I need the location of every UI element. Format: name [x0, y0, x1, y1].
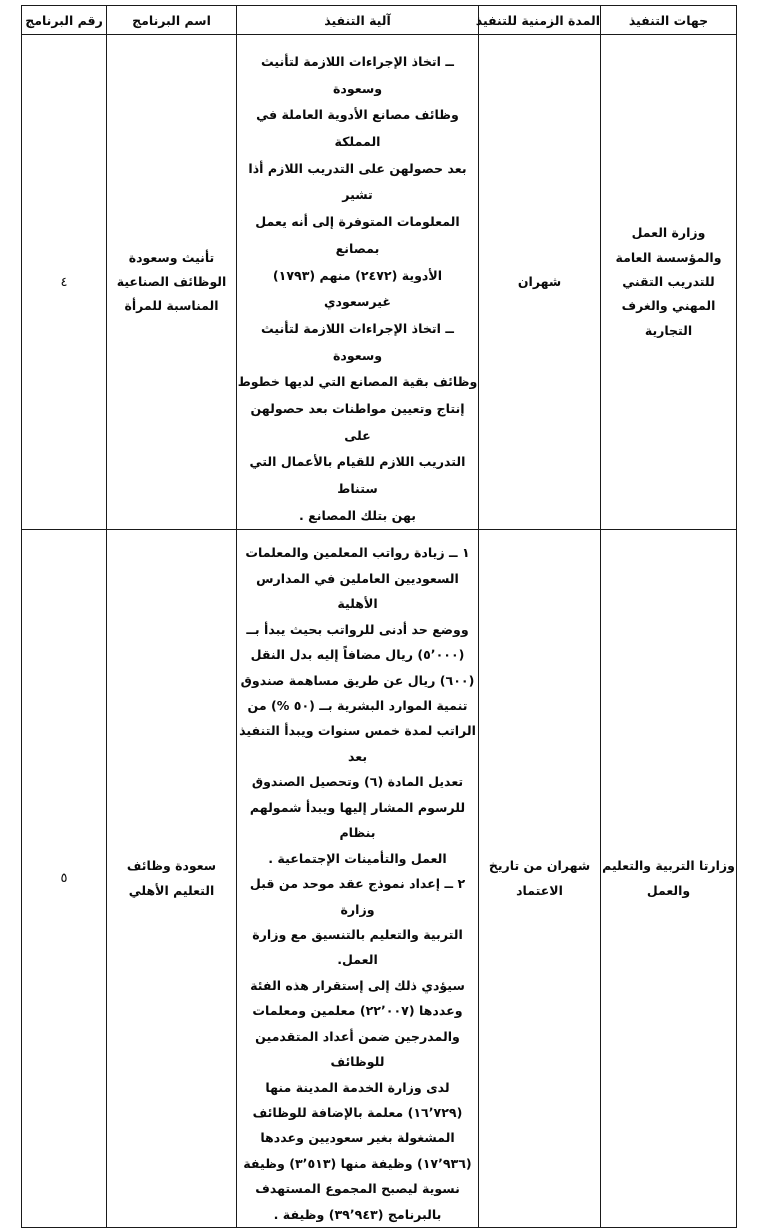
- mechanism-line: وظائف بقية المصانع التي لديها خطوط: [237, 374, 478, 390]
- cell-mechanism: [237, 530, 479, 1228]
- cell-duration: شهران: [479, 35, 601, 530]
- column-header-name: اسم البرنامج: [107, 6, 237, 35]
- cell-mechanism: [237, 35, 479, 530]
- column-header-number: رقم البرنامج: [22, 6, 107, 35]
- program-table-container: [22, 5, 737, 1228]
- mechanism-line: لدى وزارة الخدمة المدينة منها: [265, 1079, 450, 1095]
- cell-program-name: تأنيث وسعودة الوظائف الصناعية المناسبة للمرأة: [107, 35, 237, 530]
- mechanism-line: ١ ــ زيادة رواتب المعلمين والمعلمات: [245, 545, 470, 561]
- mechanism-line: (٥٬٠٠٠) ريال مضافاً إليه بدل النقل: [250, 647, 465, 663]
- table-header-row: [22, 6, 737, 35]
- mechanism-line: التربية والتعليم بالتنسيق مع وزارة العمل.: [252, 926, 463, 968]
- cell-entities: وزارتا التربية والتعليم والعمل: [601, 530, 737, 1228]
- mechanism-line: بالبرنامج (٣٩٬٩٤٣) وظيفة .: [273, 1206, 442, 1222]
- mechanism-line: العمل والتأمينات الإجتماعية .: [268, 850, 447, 866]
- mechanism-line: المعلومات المتوفرة إلى أنه يعمل بمصانع: [255, 214, 460, 256]
- mechanism-line: تنمية الموارد البشرية بــ (٥٠ %) من: [247, 698, 468, 713]
- mechanism-line: السعوديين العاملين في المدارس الأهلية: [256, 570, 459, 612]
- mechanism-text: [237, 49, 478, 529]
- mechanism-line: المشغولة بغير سعوديين وعددها: [260, 1130, 455, 1146]
- mechanism-line: ووضع حد أدنى للرواتب بحيث يبدأ بــ: [246, 621, 469, 637]
- mechanism-line: (٦٠٠) ريال عن طريق مساهمة صندوق: [240, 672, 475, 688]
- mechanism-line: للرسوم المشار إليها ويبدأ شمولهم بنظام: [249, 799, 466, 841]
- mechanism-line: والمدرجين ضمن أعداد المتقدمين للوظائف: [255, 1028, 460, 1070]
- mechanism-line: الراتب لمدة خمس سنوات ويبدأ التنفيذ بعد: [239, 723, 476, 764]
- mechanism-line: ــ اتخاذ الإجراءات اللازمة لتأنيث وسعودة: [261, 54, 454, 96]
- table-row: [22, 35, 737, 530]
- table-row: [22, 530, 737, 1228]
- cell-program-number: ٤: [22, 35, 107, 530]
- mechanism-line: بعد حصولهن على التدريب اللازم أذا تشير: [248, 160, 467, 203]
- mechanism-line: إنتاج وتعيين مواطنات بعد حصولهن على: [250, 400, 465, 443]
- cell-entities: وزارة العمل والمؤسسة العامة للتدريب التقني المهني والغرف التجارية: [601, 35, 737, 530]
- program-table: [21, 5, 737, 1228]
- cell-duration: شهران من تاريخ الاعتماد: [479, 530, 601, 1228]
- mechanism-text: [237, 540, 478, 1227]
- column-header-duration: المدة الزمنية للتنفيذ: [479, 6, 601, 35]
- mechanism-line: (١٧٬٩٣٦) وظيفة منها (٣٬٥١٣) وظيفة: [243, 1155, 472, 1171]
- mechanism-line: ٢ ــ إعداد نموذج عقد موحد من قبل وزارة: [249, 876, 466, 917]
- mechanism-line: بهن بتلك المصانع .: [298, 507, 416, 523]
- column-header-entities: جهات التنفيذ: [601, 6, 737, 35]
- mechanism-line: الأدوية (٢٤٧٢) منهم (١٧٩٣): [272, 267, 443, 283]
- mechanism-line: التدريب اللازم للقيام بالأعمال التي ستناط: [249, 454, 466, 496]
- mechanism-line: وعددها (٢٢٬٠٠٧) معلمين ومعلمات: [252, 1003, 463, 1019]
- cell-program-number: ٥: [22, 530, 107, 1228]
- column-header-mechanism: آلية التنفيذ: [237, 6, 479, 35]
- mechanism-line: (١٦٬٧٢٩) معلمة بالإضافة للوظائف: [252, 1105, 463, 1120]
- cell-program-name: سعودة وظائف التعليم الأهلي: [107, 530, 237, 1228]
- table-body: [22, 35, 737, 1228]
- mechanism-line: ــ اتخاذ الإجراءات اللازمة لتأنيث وسعودة: [261, 320, 454, 363]
- mechanism-line: سيؤدي ذلك إلى إستقرار هذه الفئة: [250, 977, 465, 993]
- mechanism-line: وظائف مصانع الأدوية العاملة في المملكة: [256, 107, 459, 150]
- mechanism-line: تعديل المادة (٦) وتحصيل الصندوق: [251, 774, 464, 790]
- mechanism-line: نسوية ليصبح المجموع المستهدف: [255, 1181, 460, 1197]
- mechanism-line: غيرسعودي: [324, 294, 391, 310]
